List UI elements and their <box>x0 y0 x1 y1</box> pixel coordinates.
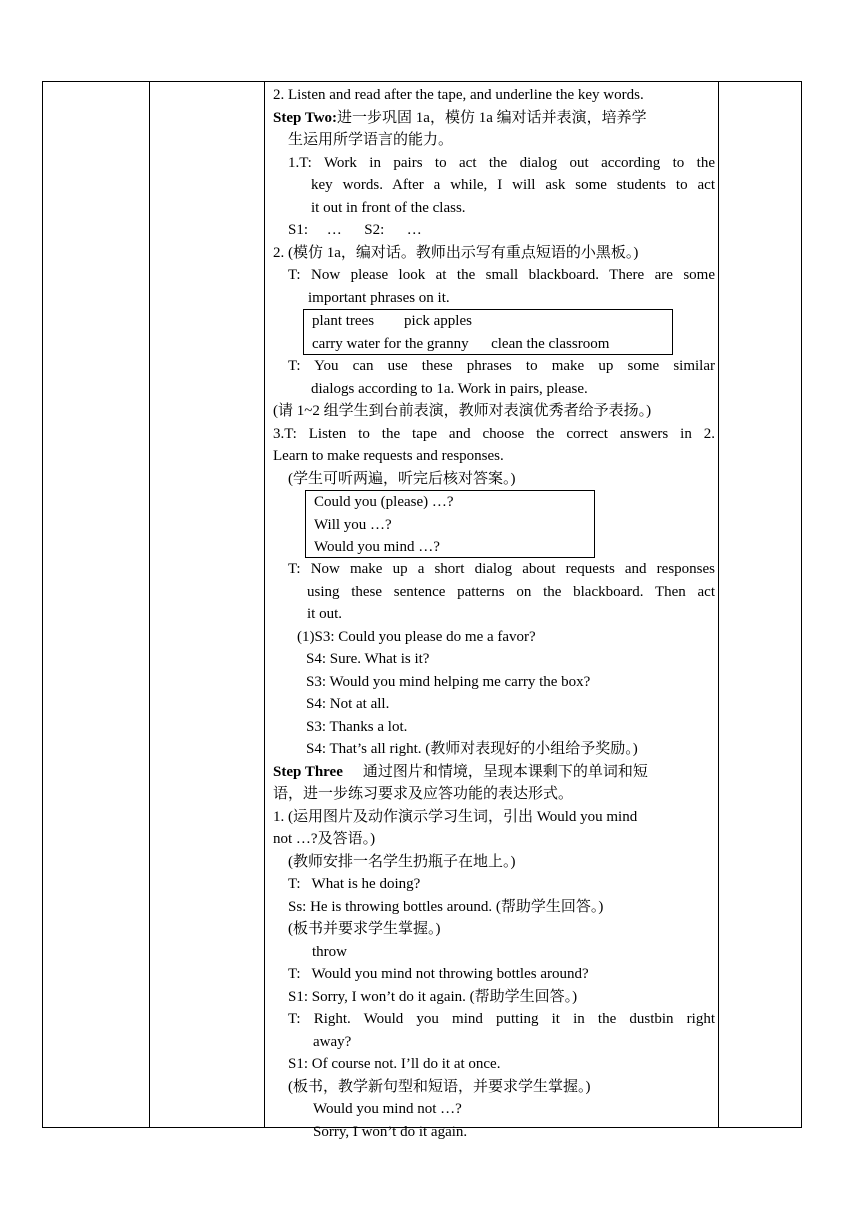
dialog-line: away? <box>313 1033 352 1050</box>
text-line: dialogs according to 1a. Work in pairs, please. <box>311 380 588 397</box>
text-line: (请 1~2 组学生到台前表演，教师对表演优秀者给予表扬。) <box>273 403 652 419</box>
blackboard-sentence: Would you mind not …? <box>313 1101 462 1117</box>
dialog-line: T: Right. Would you mind putting it in the dustbin right <box>288 1011 715 1027</box>
text-line: Learn to make requests and responses. <box>273 448 504 464</box>
text-line: using these sentence patterns on the blackboard. Then act <box>307 583 715 600</box>
text-line: key words. After a while, I will ask some students to act <box>311 177 715 193</box>
box-row: carry water for the granny clean the classroom <box>312 335 610 352</box>
text-line: 3.T: Listen to the tape and choose the correct answers in 2. <box>273 425 715 442</box>
dialog-line: S3: Would you mind helping me carry the box? <box>306 673 591 690</box>
text-line: (板书并要求学生掌握。) <box>288 921 441 937</box>
box-row: Will you …? <box>314 516 392 533</box>
step-two-aim: 进一步巩固 1a，模仿 1a 编对话并表演，培养学 <box>337 109 647 126</box>
box-row: plant trees pick apples <box>312 313 472 329</box>
box-row: Would you mind …? <box>314 539 440 555</box>
text-line: 生运用所学语言的能力。 <box>288 132 454 148</box>
sentence-patterns-box <box>305 490 595 558</box>
column-divider-2 <box>264 82 265 1127</box>
box-row: Could you (please) …? <box>314 494 454 510</box>
step-three-label: Step Three <box>273 763 343 780</box>
dialog-line: Ss: He is throwing bottles around. (帮助学生回答。) <box>288 898 604 915</box>
dialog-line: T: Would you mind not throwing bottles around? <box>288 966 589 982</box>
text-line: it out. <box>307 606 343 622</box>
text-line: 语，进一步练习要求及应答功能的表达形式。 <box>273 786 574 802</box>
column-divider-1 <box>149 82 150 1127</box>
text-line: it out in front of the class. <box>311 199 466 216</box>
lesson-plan-table <box>42 81 802 1140</box>
text-line: S1: … S2: … <box>288 222 422 238</box>
text-line: T: Now make up a short dialog about requests and responses <box>288 561 715 577</box>
step-two-heading <box>273 107 715 130</box>
dialog-line: S4: Sure. What is it? <box>306 651 430 667</box>
text-line: T: You can use these phrases to make up some similar <box>288 358 715 374</box>
dialog-line: (1)S3: Could you please do me a favor? <box>297 628 536 645</box>
blackboard-phrases-box <box>303 309 673 355</box>
dialog-line: S4: Not at all. <box>306 696 390 712</box>
text-line: 2. (模仿 1a，编对话。教师出示写有重点短语的小黑板。) <box>273 244 639 261</box>
text-line: not …?及答语。) <box>273 831 376 847</box>
dialog-line: S1: Sorry, I won’t do it again. (帮助学生回答。) <box>288 988 578 1005</box>
text-line: important phrases on it. <box>308 289 450 306</box>
teaching-procedure-cell <box>273 82 715 1140</box>
step-three-aim: 通过图片和情境，呈现本课剩下的单词和短 <box>362 763 648 780</box>
text-line: 1. (运用图片及动作演示学习生词，引出 Would you mind <box>273 808 638 825</box>
text-line: (板书，教学新句型和短语，并要求学生掌握。) <box>288 1078 591 1095</box>
dialog-line: S1: Of course not. I’ll do it at once. <box>288 1056 501 1072</box>
text-line: 1.T: Work in pairs to act the dialog out according to the <box>288 154 715 171</box>
step-three-heading <box>273 761 715 784</box>
step-two-label: Step Two: <box>273 109 338 126</box>
text-line: 2. Listen and read after the tape, and underline the key words. <box>273 87 644 103</box>
dialog-line: T: What is he doing? <box>288 876 421 892</box>
column-divider-3 <box>718 82 719 1127</box>
text-line: (教师安排一名学生扔瓶子在地上。) <box>288 853 516 870</box>
dialog-line: S3: Thanks a lot. <box>306 718 408 735</box>
text-line: T: Now please look at the small blackboard. There are some <box>288 267 715 283</box>
blackboard-sentence: Sorry, I won’t do it again. <box>313 1123 468 1140</box>
text-line: (学生可听两遍，听完后核对答案。) <box>288 470 516 487</box>
blackboard-word: throw <box>312 943 347 960</box>
dialog-line: S4: That’s all right. (教师对表现好的小组给予奖励。) <box>306 741 638 757</box>
